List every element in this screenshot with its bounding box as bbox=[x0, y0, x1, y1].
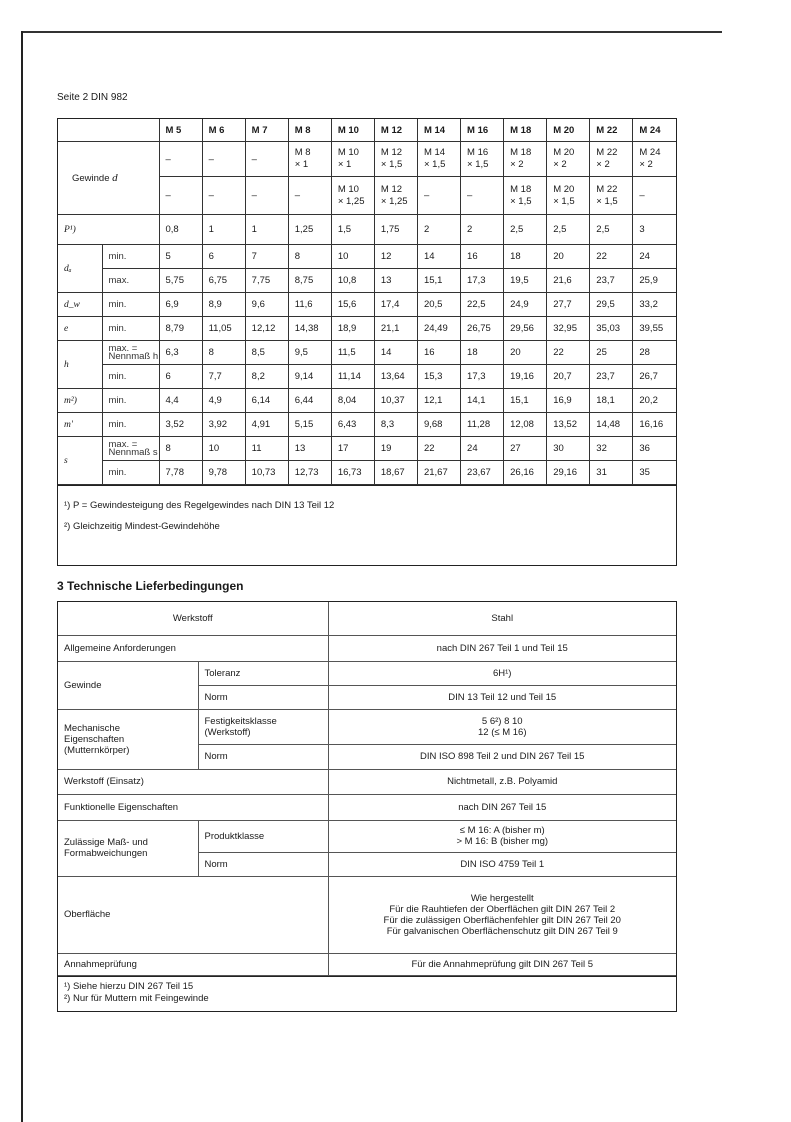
value-cell: 8 bbox=[159, 437, 202, 461]
value-cell: 9,6 bbox=[245, 293, 288, 317]
funktion-label: Funktionelle Eigenschaften bbox=[58, 794, 328, 820]
einsatz-label: Werkstoff (Einsatz) bbox=[58, 769, 328, 794]
value-cell: 20,7 bbox=[547, 365, 590, 389]
value-cell: 8,5 bbox=[245, 341, 288, 365]
value-cell: 15,1 bbox=[504, 389, 547, 413]
size-header: M 12 bbox=[374, 119, 417, 142]
scan-border-left bbox=[21, 31, 23, 1122]
size-header: M 14 bbox=[417, 119, 460, 142]
value-cell: 13 bbox=[374, 269, 417, 293]
value-cell: 29,16 bbox=[547, 461, 590, 485]
value-cell: 24,9 bbox=[504, 293, 547, 317]
gewinde-cell: M 18 × 2 bbox=[504, 142, 547, 177]
value-cell: 16,9 bbox=[547, 389, 590, 413]
footnote-1: ¹) Siehe hierzu DIN 267 Teil 15 bbox=[64, 980, 194, 992]
value-cell: 6,43 bbox=[331, 413, 374, 437]
value-cell: 7,78 bbox=[159, 461, 202, 485]
value-cell: 4,9 bbox=[202, 389, 245, 413]
row-symbol: e bbox=[58, 317, 102, 341]
produkt-value: ≤ M 16: A (bisher m) > M 16: B (bisher mg) bbox=[328, 820, 676, 852]
value-cell: 10 bbox=[331, 245, 374, 269]
gewinde-cell: M 22 × 1,5 bbox=[590, 177, 633, 215]
value-cell: 16,16 bbox=[633, 413, 676, 437]
gewinde-cell: – bbox=[417, 177, 460, 215]
value-cell: 3 bbox=[633, 215, 676, 245]
value-cell: 17,3 bbox=[461, 365, 504, 389]
value-cell: 7,7 bbox=[202, 365, 245, 389]
delivery-conditions-table bbox=[57, 601, 677, 1012]
value-cell: 1 bbox=[202, 215, 245, 245]
value-cell: 19 bbox=[374, 437, 417, 461]
value-cell: 20,5 bbox=[417, 293, 460, 317]
value-cell: 24 bbox=[633, 245, 676, 269]
value-cell: 19,16 bbox=[504, 365, 547, 389]
value-cell: 18,67 bbox=[374, 461, 417, 485]
value-cell: 27,7 bbox=[547, 293, 590, 317]
row-qualifier: min. bbox=[102, 461, 159, 485]
value-cell: 3,92 bbox=[202, 413, 245, 437]
value-cell: 8 bbox=[202, 341, 245, 365]
gewinde-cell: M 10 × 1,25 bbox=[331, 177, 374, 215]
value-cell: 16 bbox=[461, 245, 504, 269]
value-cell: 13,52 bbox=[547, 413, 590, 437]
row-symbol: d_w bbox=[58, 293, 102, 317]
head-werkstoff: Werkstoff bbox=[58, 602, 328, 635]
size-header: M 16 bbox=[461, 119, 504, 142]
value-cell: 10,37 bbox=[374, 389, 417, 413]
row-symbol: dₐ bbox=[58, 245, 102, 293]
value-cell: 20 bbox=[504, 341, 547, 365]
value-cell: 17 bbox=[331, 437, 374, 461]
row-qualifier: min. bbox=[102, 317, 159, 341]
value-cell: 25,9 bbox=[633, 269, 676, 293]
value-cell: 8,3 bbox=[374, 413, 417, 437]
value-cell: 29,56 bbox=[504, 317, 547, 341]
produkt-label: Produktklasse bbox=[198, 820, 328, 852]
value-cell: 39,55 bbox=[633, 317, 676, 341]
value-cell: 24,49 bbox=[417, 317, 460, 341]
size-header: M 7 bbox=[245, 119, 288, 142]
value-cell: 16 bbox=[417, 341, 460, 365]
table-row bbox=[58, 341, 676, 365]
value-cell: 27 bbox=[504, 437, 547, 461]
value-cell: 10 bbox=[202, 437, 245, 461]
footnote-2: ²) Gleichzeitig Mindest-Gewindehöhe bbox=[64, 521, 220, 532]
gewinde-norm-value: DIN 13 Teil 12 und Teil 15 bbox=[328, 685, 676, 709]
gewinde-cell: M 16 × 1,5 bbox=[461, 142, 504, 177]
value-cell: 14 bbox=[374, 341, 417, 365]
value-cell: 26,75 bbox=[461, 317, 504, 341]
value-cell: 12,12 bbox=[245, 317, 288, 341]
table-row bbox=[58, 413, 676, 437]
value-cell: 12,73 bbox=[288, 461, 331, 485]
table-row bbox=[58, 365, 676, 389]
value-cell: 18,9 bbox=[331, 317, 374, 341]
gewinde-row bbox=[58, 142, 676, 177]
value-cell: 11,05 bbox=[202, 317, 245, 341]
value-cell: 8 bbox=[288, 245, 331, 269]
value-cell: 17,3 bbox=[461, 269, 504, 293]
table-row bbox=[58, 269, 676, 293]
row-qualifier: min. bbox=[102, 293, 159, 317]
value-cell: 6,9 bbox=[159, 293, 202, 317]
row-symbol: m²) bbox=[58, 389, 102, 413]
gewinde-cell: – bbox=[245, 177, 288, 215]
value-cell: 20 bbox=[547, 245, 590, 269]
gewinde-cell: – bbox=[159, 142, 202, 177]
gewinde-norm-label: Norm bbox=[198, 685, 328, 709]
value-cell: 16,73 bbox=[331, 461, 374, 485]
table-row bbox=[58, 437, 676, 461]
value-cell: 14,1 bbox=[461, 389, 504, 413]
table-row bbox=[58, 293, 676, 317]
size-header: M 5 bbox=[159, 119, 202, 142]
value-cell: 33,2 bbox=[633, 293, 676, 317]
value-cell: 8,2 bbox=[245, 365, 288, 389]
funktion-value: nach DIN 267 Teil 15 bbox=[328, 794, 676, 820]
mech-norm-value: DIN ISO 898 Teil 2 und DIN 267 Teil 15 bbox=[328, 744, 676, 769]
table-row bbox=[58, 245, 676, 269]
value-cell: 8,04 bbox=[331, 389, 374, 413]
value-cell: 12,1 bbox=[417, 389, 460, 413]
row-qualifier: min. bbox=[102, 413, 159, 437]
einsatz-value: Nichtmetall, z.B. Polyamid bbox=[328, 769, 676, 794]
gewinde-cell: – bbox=[288, 177, 331, 215]
value-cell: 23,67 bbox=[461, 461, 504, 485]
value-cell: 21,67 bbox=[417, 461, 460, 485]
gewinde-cell: – bbox=[461, 177, 504, 215]
value-cell: 18 bbox=[461, 341, 504, 365]
gewinde-cell: – bbox=[202, 177, 245, 215]
value-cell: 21,6 bbox=[547, 269, 590, 293]
gewinde-symbol: d bbox=[112, 172, 118, 184]
value-cell: 5,15 bbox=[288, 413, 331, 437]
value-cell: 9,78 bbox=[202, 461, 245, 485]
section-title: 3 Technische Lieferbedingungen bbox=[57, 579, 244, 593]
value-cell: 26,7 bbox=[633, 365, 676, 389]
value-cell: 11,5 bbox=[331, 341, 374, 365]
size-header: M 18 bbox=[504, 119, 547, 142]
value-cell: 4,4 bbox=[159, 389, 202, 413]
value-cell: 23,7 bbox=[590, 365, 633, 389]
table-row bbox=[58, 461, 676, 485]
value-cell: 11,6 bbox=[288, 293, 331, 317]
allg-value: nach DIN 267 Teil 1 und Teil 15 bbox=[328, 635, 676, 661]
zul-label: Zulässige Maß- und Formabweichungen bbox=[58, 820, 198, 876]
value-cell: 0,8 bbox=[159, 215, 202, 245]
table1-footnotes bbox=[58, 485, 676, 565]
row-qualifier: max. = Nennmaß h bbox=[102, 341, 159, 365]
value-cell: 6 bbox=[202, 245, 245, 269]
value-cell: 23,7 bbox=[590, 269, 633, 293]
gewinde-cell: – bbox=[202, 142, 245, 177]
value-cell: 7,75 bbox=[245, 269, 288, 293]
value-cell: 31 bbox=[590, 461, 633, 485]
gewinde-cell: M 14 × 1,5 bbox=[417, 142, 460, 177]
value-cell: 10,73 bbox=[245, 461, 288, 485]
value-cell: 10,8 bbox=[331, 269, 374, 293]
value-cell: 2 bbox=[417, 215, 460, 245]
value-cell: 6 bbox=[159, 365, 202, 389]
value-cell: 25 bbox=[590, 341, 633, 365]
row-qualifier: max. = Nennmaß s bbox=[102, 437, 159, 461]
size-header: M 22 bbox=[590, 119, 633, 142]
value-cell: 14,48 bbox=[590, 413, 633, 437]
value-cell: 35,03 bbox=[590, 317, 633, 341]
value-cell: 2,5 bbox=[547, 215, 590, 245]
gewinde-text: Gewinde bbox=[72, 173, 110, 184]
row-symbol: m' bbox=[58, 413, 102, 437]
size-header: M 6 bbox=[202, 119, 245, 142]
value-cell: 1,5 bbox=[331, 215, 374, 245]
row-symbol: h bbox=[58, 341, 102, 389]
row-qualifier: min. bbox=[102, 365, 159, 389]
value-cell: 32,95 bbox=[547, 317, 590, 341]
head-stahl: Stahl bbox=[328, 602, 676, 635]
zul-norm-value: DIN ISO 4759 Teil 1 bbox=[328, 852, 676, 876]
dimensions-table bbox=[57, 118, 677, 566]
value-cell: 13,64 bbox=[374, 365, 417, 389]
value-cell: 14 bbox=[417, 245, 460, 269]
value-cell: 13 bbox=[288, 437, 331, 461]
size-header: M 8 bbox=[288, 119, 331, 142]
value-cell: 4,91 bbox=[245, 413, 288, 437]
value-cell: 32 bbox=[590, 437, 633, 461]
row-symbol: P¹) bbox=[58, 215, 159, 245]
festigkeit-value: 5 6²) 8 10 12 (≤ M 16) bbox=[328, 709, 676, 744]
value-cell: 12,08 bbox=[504, 413, 547, 437]
corner-cell bbox=[58, 119, 159, 142]
value-cell: 2 bbox=[461, 215, 504, 245]
value-cell: 6,75 bbox=[202, 269, 245, 293]
gewinde-cell: – bbox=[159, 177, 202, 215]
value-cell: 9,14 bbox=[288, 365, 331, 389]
value-cell: 35 bbox=[633, 461, 676, 485]
table2-footnotes bbox=[58, 976, 676, 1011]
toleranz-label: Toleranz bbox=[198, 661, 328, 685]
value-cell: 3,52 bbox=[159, 413, 202, 437]
table-row bbox=[58, 317, 676, 341]
value-cell: 30 bbox=[547, 437, 590, 461]
zul-norm-label: Norm bbox=[198, 852, 328, 876]
value-cell: 1,75 bbox=[374, 215, 417, 245]
value-cell: 7 bbox=[245, 245, 288, 269]
value-cell: 6,14 bbox=[245, 389, 288, 413]
value-cell: 12 bbox=[374, 245, 417, 269]
row-qualifier: max. bbox=[102, 269, 159, 293]
value-cell: 22 bbox=[547, 341, 590, 365]
annahme-label: Annahmeprüfung bbox=[58, 953, 328, 975]
footnote-1: ¹) P = Gewindesteigung des Regelgewindes nach DIN 13 Teil 12 bbox=[64, 500, 335, 511]
gewinde-cell: M 10 × 1 bbox=[331, 142, 374, 177]
table-header-row bbox=[58, 119, 676, 142]
gewinde-cell: M 18 × 1,5 bbox=[504, 177, 547, 215]
value-cell: 21,1 bbox=[374, 317, 417, 341]
gewinde-cell: M 8 × 1 bbox=[288, 142, 331, 177]
value-cell: 5,75 bbox=[159, 269, 202, 293]
mech-norm-label: Norm bbox=[198, 744, 328, 769]
gewinde-cell: M 20 × 2 bbox=[547, 142, 590, 177]
row-qualifier: min. bbox=[102, 389, 159, 413]
gewinde-cell: M 12 × 1,25 bbox=[374, 177, 417, 215]
value-cell: 14,38 bbox=[288, 317, 331, 341]
value-cell: 15,1 bbox=[417, 269, 460, 293]
festigkeit-label: Festigkeitsklasse (Werkstoff) bbox=[198, 709, 328, 744]
value-cell: 20,2 bbox=[633, 389, 676, 413]
oberflaeche-value: Wie hergestellt Für die Rauhtiefen der Oberflächen gilt DIN 267 Teil 2 Für die zulässigen Oberflächenfehler gilt DIN 267 Teil 20 Für galvanischen Oberflächenschutz gilt DIN 267 Teil 9 bbox=[328, 876, 676, 953]
scan-border-top bbox=[22, 31, 722, 33]
page-header: Seite 2 DIN 982 bbox=[57, 92, 128, 103]
row-symbol: s bbox=[58, 437, 102, 485]
table-row bbox=[58, 215, 676, 245]
value-cell: 15,3 bbox=[417, 365, 460, 389]
value-cell: 9,68 bbox=[417, 413, 460, 437]
value-cell: 29,5 bbox=[590, 293, 633, 317]
oberflaeche-label: Oberfläche bbox=[58, 876, 328, 953]
value-cell: 11,14 bbox=[331, 365, 374, 389]
allg-label: Allgemeine Anforderungen bbox=[58, 635, 328, 661]
gewinde-cell: – bbox=[245, 142, 288, 177]
mech-label: Mechanische Eigenschaften (Mutternkörper) bbox=[58, 709, 198, 769]
table-row bbox=[58, 389, 676, 413]
value-cell: 19,5 bbox=[504, 269, 547, 293]
value-cell: 28 bbox=[633, 341, 676, 365]
value-cell: 2,5 bbox=[504, 215, 547, 245]
value-cell: 15,6 bbox=[331, 293, 374, 317]
value-cell: 1 bbox=[245, 215, 288, 245]
size-header: M 24 bbox=[633, 119, 676, 142]
value-cell: 8,79 bbox=[159, 317, 202, 341]
value-cell: 22,5 bbox=[461, 293, 504, 317]
value-cell: 8,9 bbox=[202, 293, 245, 317]
gewinde-cell: – bbox=[633, 177, 676, 215]
gewinde-cell: M 20 × 1,5 bbox=[547, 177, 590, 215]
value-cell: 11,28 bbox=[461, 413, 504, 437]
value-cell: 36 bbox=[633, 437, 676, 461]
value-cell: 8,75 bbox=[288, 269, 331, 293]
value-cell: 22 bbox=[417, 437, 460, 461]
value-cell: 22 bbox=[590, 245, 633, 269]
value-cell: 9,5 bbox=[288, 341, 331, 365]
gewinde-label bbox=[58, 142, 159, 215]
value-cell: 6,3 bbox=[159, 341, 202, 365]
size-header: M 10 bbox=[331, 119, 374, 142]
value-cell: 2,5 bbox=[590, 215, 633, 245]
footnote-2: ²) Nur für Muttern mit Feingewinde bbox=[64, 992, 209, 1004]
gewinde-cell: M 22 × 2 bbox=[590, 142, 633, 177]
gewinde-cell: M 24 × 2 bbox=[633, 142, 676, 177]
value-cell: 5 bbox=[159, 245, 202, 269]
value-cell: 1,25 bbox=[288, 215, 331, 245]
value-cell: 11 bbox=[245, 437, 288, 461]
value-cell: 24 bbox=[461, 437, 504, 461]
size-header: M 20 bbox=[547, 119, 590, 142]
gewinde-label: Gewinde bbox=[58, 661, 198, 709]
gewinde-cell: M 12 × 1,5 bbox=[374, 142, 417, 177]
value-cell: 18 bbox=[504, 245, 547, 269]
value-cell: 6,44 bbox=[288, 389, 331, 413]
value-cell: 26,16 bbox=[504, 461, 547, 485]
annahme-value: Für die Annahmeprüfung gilt DIN 267 Teil 5 bbox=[328, 953, 676, 975]
row-qualifier: min. bbox=[102, 245, 159, 269]
value-cell: 17,4 bbox=[374, 293, 417, 317]
value-cell: 18,1 bbox=[590, 389, 633, 413]
toleranz-value: 6H¹) bbox=[328, 661, 676, 685]
